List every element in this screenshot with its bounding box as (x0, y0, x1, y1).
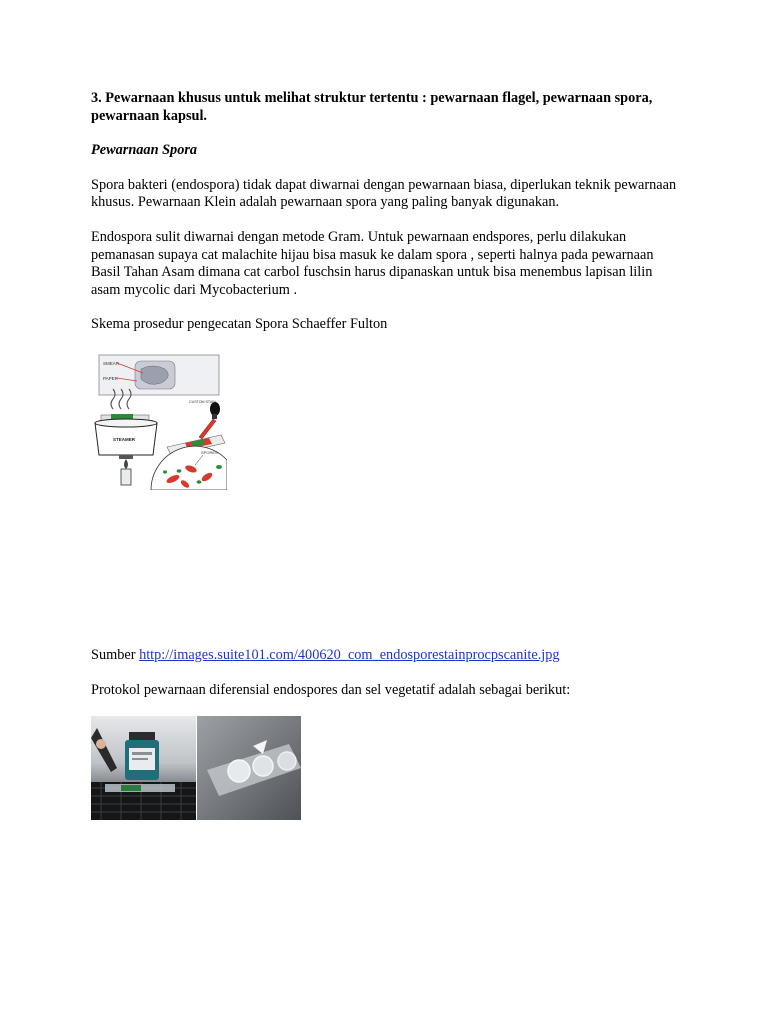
section-heading: 3. Pewarnaan khusus untuk melihat struktur tertentu : pewarnaan flagel, pewarnaan spora, pewarnaan kapsul. (91, 90, 653, 124)
green-spore (177, 469, 182, 473)
paragraph-endospore-staining: Endospora sulit diwarnai dengan metode Gram. Untuk pewarnaan endspores, perlu dilakukan pemanasan supaya cat malachite hijau bisa masuk ke dalam spora , seperti halnya pada pewarnaan Basil Tahan Asam dimana cat carbol fuschsin harus dipanaskan untuk bisa menembus lapisan lilin asam mycolic dari Mycobacterium . (91, 228, 654, 298)
scheme-caption: Skema prosedur pengecatan Spora Schaeffer Fulton (91, 316, 388, 333)
protocol-photos (91, 716, 301, 820)
spore-stain-diagram (91, 351, 227, 490)
label-steamer: STEAMER (113, 437, 136, 442)
slide-smear-panel (99, 355, 219, 395)
paragraph-spore-intro: Spora bakteri (endospora) tidak dapat diwarnai dengan pewarnaan biasa, diperlukan teknik pewarnaan khusus. Pewarnaan Klein adalah pewarnaan spora yang paling banyak digunakan. (91, 176, 677, 211)
label-spores: SPORES (201, 450, 218, 455)
subsection-heading: Pewarnaan Spora (91, 142, 198, 159)
green-spore (163, 470, 167, 473)
source-label: Sumber (91, 647, 140, 663)
document-body (91, 90, 681, 334)
label-paper: PAPER (103, 376, 118, 381)
green-spore (197, 480, 202, 484)
photo-slide-with-smears (197, 716, 301, 820)
label-custom-stain: CUSTOM STAIN (189, 400, 216, 404)
photo-stain-bottle-over-steam (91, 716, 196, 820)
source-link[interactable]: http://images.suite101.com/400620_com_endosporestainprocpscanite.jpg (139, 647, 560, 663)
protocol-text: Protokol pewarnaan diferensial endospores dan sel vegetatif adalah sebagai berikut: (91, 682, 571, 698)
green-spore (216, 465, 222, 469)
label-smear: SMEAR (103, 361, 120, 366)
source-line (91, 646, 560, 664)
